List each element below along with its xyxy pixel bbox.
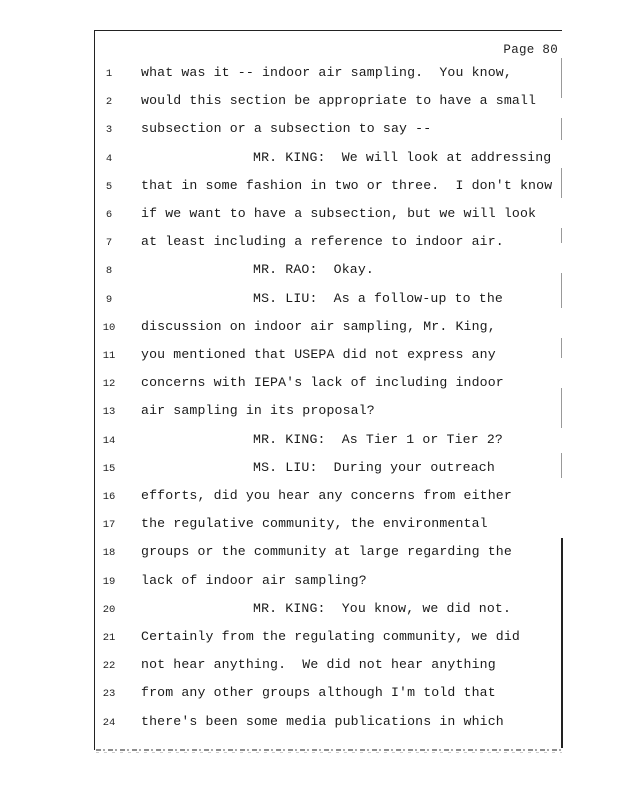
line-number: 10 bbox=[102, 321, 116, 334]
line-text: if we want to have a subsection, but we will look bbox=[141, 206, 537, 221]
footer-rule-secondary bbox=[96, 752, 562, 753]
line-number: 1 bbox=[105, 68, 113, 80]
line-number: 16 bbox=[102, 491, 116, 503]
line-number: 4 bbox=[105, 152, 113, 165]
line-text: MR. KING: We will look at addressing bbox=[253, 149, 552, 165]
line-number: 17 bbox=[102, 519, 116, 532]
transcript-line bbox=[0, 314, 618, 342]
transcript-line bbox=[0, 539, 618, 567]
line-number: 14 bbox=[102, 434, 116, 447]
footer-rule bbox=[96, 749, 562, 751]
transcript-line bbox=[0, 624, 618, 652]
transcript-line bbox=[0, 455, 618, 483]
transcript-line bbox=[0, 370, 618, 398]
line-number: 23 bbox=[102, 688, 116, 701]
line-number: 15 bbox=[102, 462, 116, 475]
line-text: MS. LIU: During your outreach bbox=[253, 459, 495, 475]
line-number: 2 bbox=[105, 96, 113, 109]
page-number: Page 80 bbox=[503, 43, 558, 57]
line-text: MR. KING: As Tier 1 or Tier 2? bbox=[253, 431, 503, 447]
line-text: the regulative community, the environmental bbox=[141, 516, 488, 532]
line-text: MS. LIU: As a follow-up to the bbox=[253, 290, 503, 306]
line-text: at least including a reference to indoor air. bbox=[141, 234, 504, 250]
transcript-line bbox=[0, 88, 618, 116]
transcript-line bbox=[0, 60, 618, 88]
transcript-line bbox=[0, 652, 618, 680]
transcript-line bbox=[0, 145, 618, 173]
line-text: air sampling in its proposal? bbox=[141, 403, 375, 419]
line-text: groups or the community at large regarding the bbox=[141, 544, 512, 560]
line-text: not hear anything. We did not hear anything bbox=[141, 657, 496, 673]
line-text: from any other groups although I'm told that bbox=[141, 685, 496, 701]
transcript-line bbox=[0, 257, 618, 285]
line-number: 11 bbox=[102, 350, 116, 362]
transcript-line bbox=[0, 342, 618, 370]
transcript-line bbox=[0, 568, 618, 596]
transcript-line bbox=[0, 680, 618, 708]
line-number: 3 bbox=[105, 124, 113, 137]
transcript-line bbox=[0, 511, 618, 539]
transcript-line bbox=[0, 709, 618, 737]
line-number: 21 bbox=[102, 632, 116, 644]
transcript-line bbox=[0, 173, 618, 201]
line-text: MR. RAO: Okay. bbox=[253, 262, 374, 278]
line-text: MR. KING: You know, we did not. bbox=[253, 600, 512, 616]
line-text: that in some fashion in two or three. I don't know bbox=[141, 177, 553, 193]
line-text: lack of indoor air sampling? bbox=[141, 572, 367, 588]
transcript-line bbox=[0, 427, 618, 455]
line-number: 20 bbox=[102, 603, 116, 616]
transcript-line bbox=[0, 398, 618, 426]
line-number: 24 bbox=[102, 716, 116, 729]
line-text: subsection or a subsection to say -- bbox=[141, 121, 432, 137]
line-number: 7 bbox=[105, 237, 113, 250]
line-number: 5 bbox=[105, 180, 113, 193]
line-text: you mentioned that USEPA did not express any bbox=[141, 347, 496, 362]
line-number: 9 bbox=[105, 293, 113, 306]
line-number: 12 bbox=[102, 378, 116, 391]
line-text: there's been some media publications in which bbox=[141, 713, 504, 729]
line-text: concerns with IEPA's lack of including indoor bbox=[141, 375, 504, 391]
line-text: what was it -- indoor air sampling. You know, bbox=[141, 65, 512, 80]
line-number: 18 bbox=[102, 547, 116, 560]
transcript-line bbox=[0, 596, 618, 624]
transcript-line bbox=[0, 201, 618, 229]
line-number: 13 bbox=[102, 406, 116, 419]
line-number: 6 bbox=[105, 209, 113, 221]
line-text: efforts, did you hear any concerns from either bbox=[141, 488, 512, 503]
transcript-line bbox=[0, 286, 618, 314]
line-text: Certainly from the regulating community, we did bbox=[141, 629, 520, 644]
transcript-line bbox=[0, 116, 618, 144]
line-text: discussion on indoor air sampling, Mr. King, bbox=[141, 318, 496, 334]
line-number: 22 bbox=[102, 660, 116, 673]
line-number: 19 bbox=[102, 575, 116, 588]
transcript-line bbox=[0, 229, 618, 257]
transcript-line bbox=[0, 483, 618, 511]
line-number: 8 bbox=[105, 265, 113, 278]
line-text: would this section be appropriate to have a small bbox=[141, 93, 537, 109]
